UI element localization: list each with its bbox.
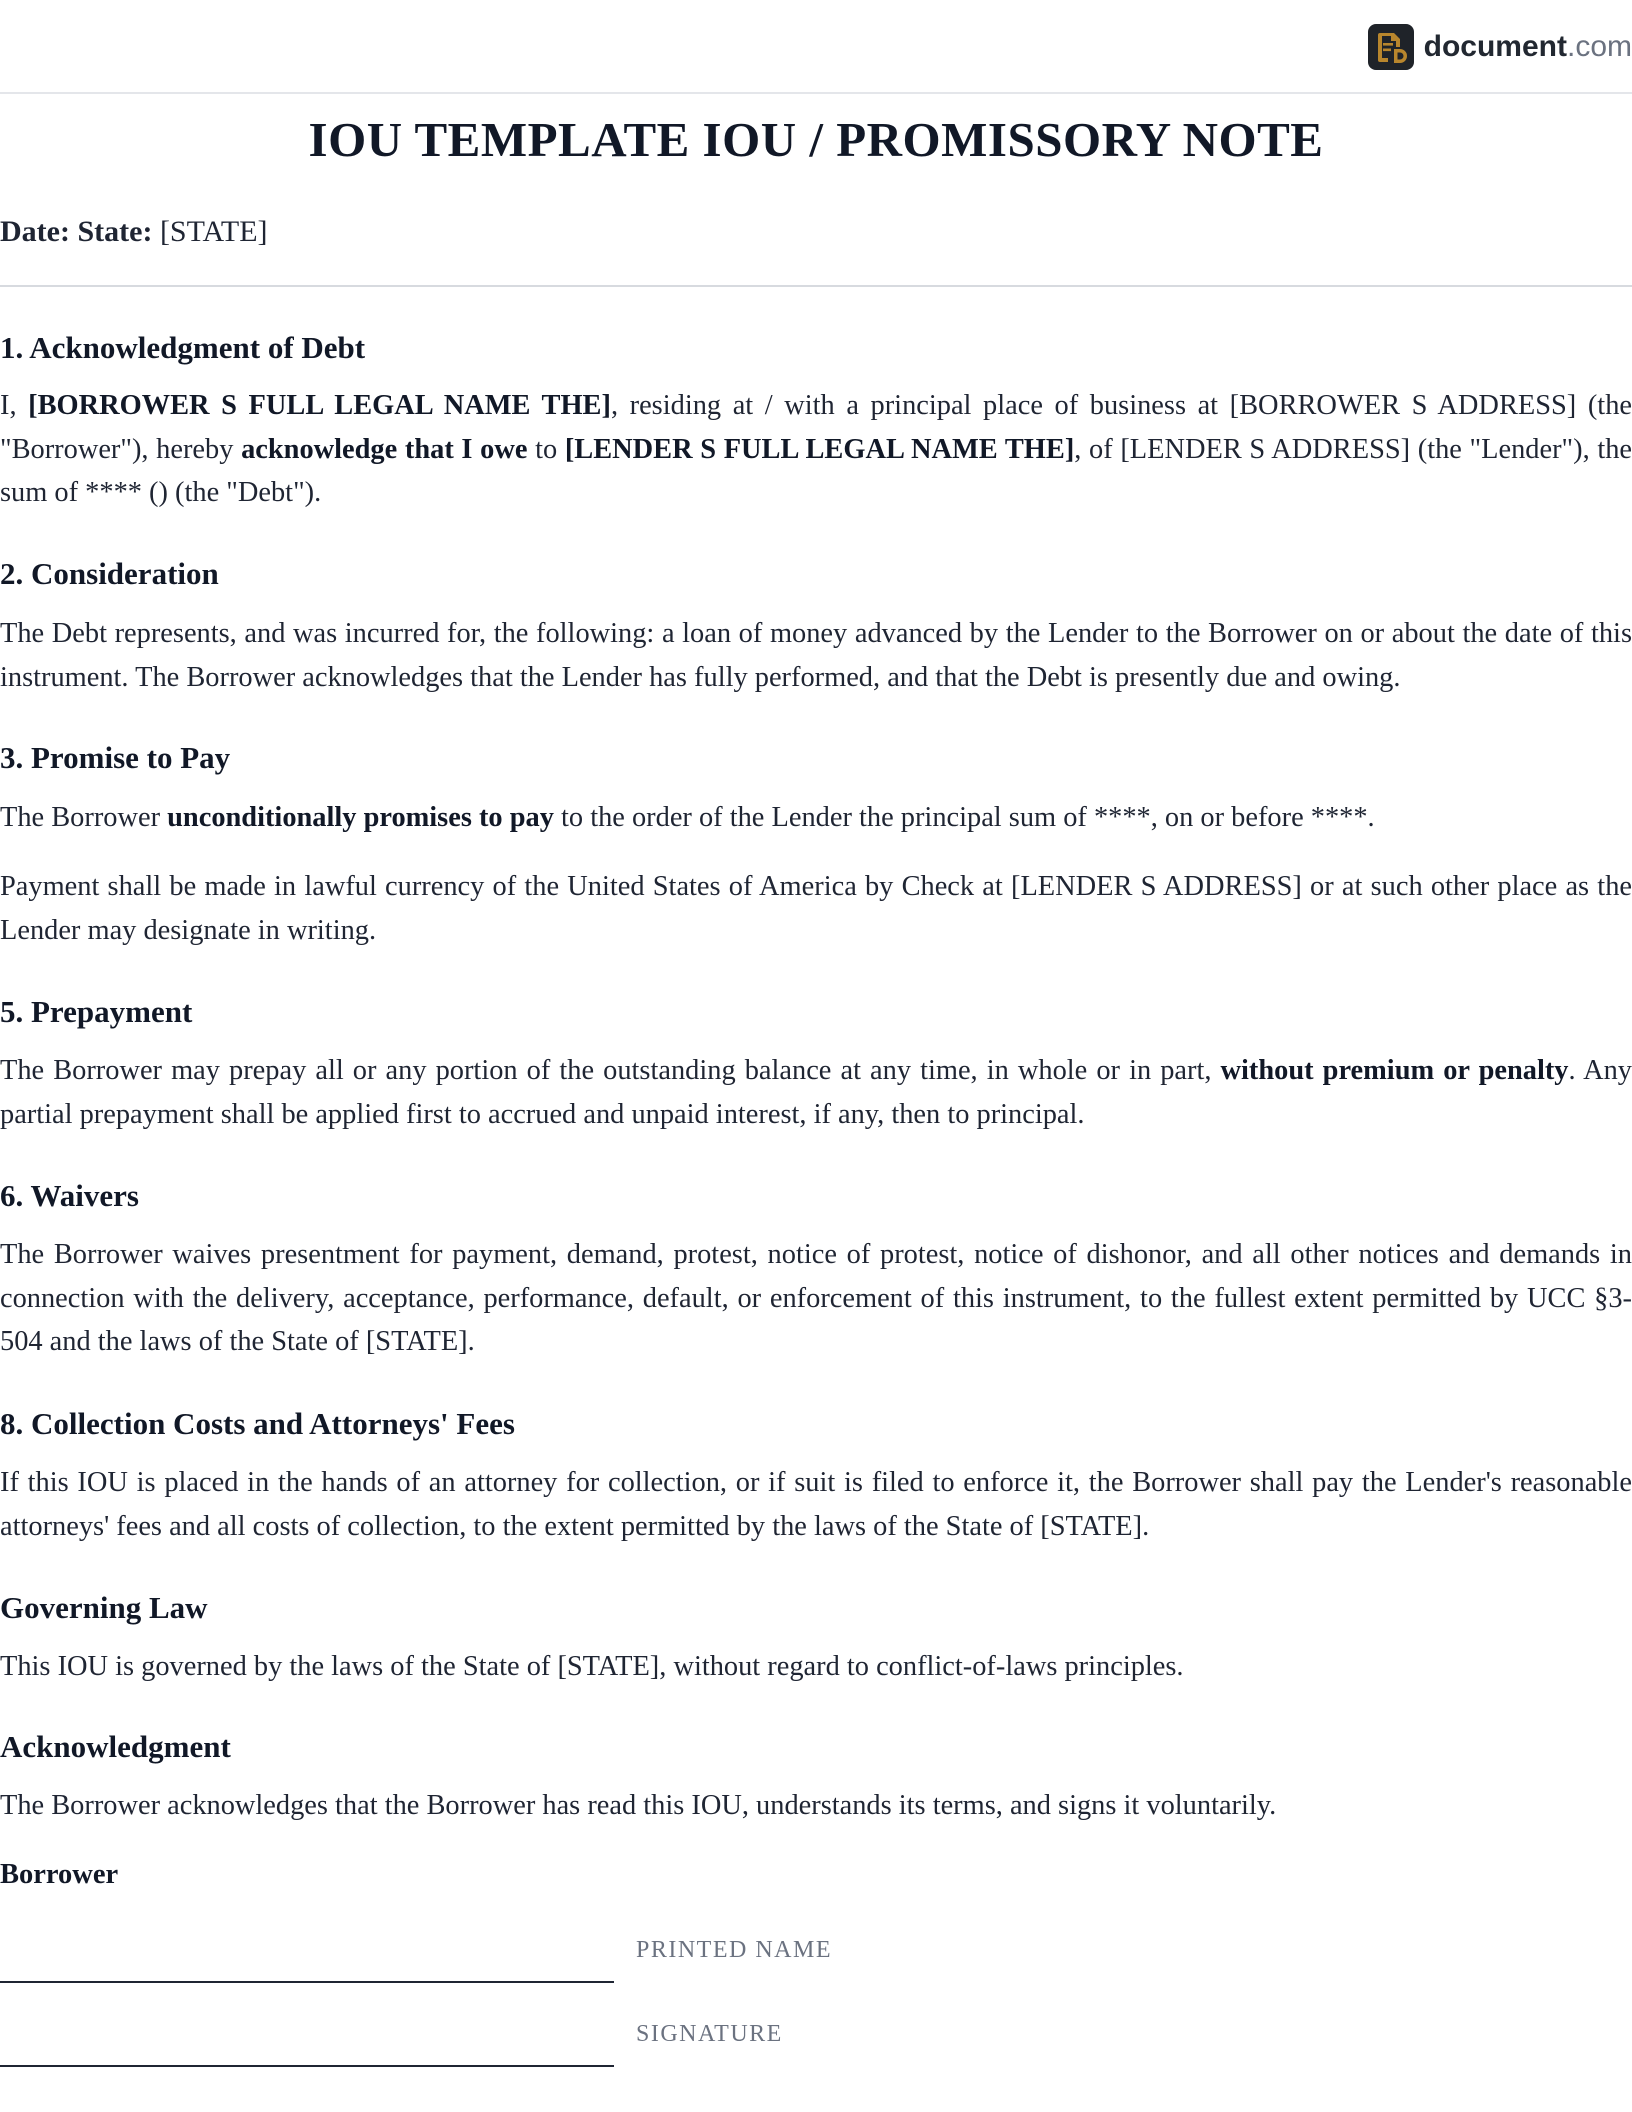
borrower-name: [BORROWER S FULL LEGAL NAME THE]	[28, 390, 611, 421]
acknowledgment-phrase: acknowledge that I owe	[241, 433, 528, 465]
page-title: IOU TEMPLATE IOU / PROMISSORY NOTE	[308, 112, 1324, 167]
signature-party-label: Borrower	[0, 1859, 119, 1890]
section-text-governing-law: This IOU is governed by the laws of the State of [STATE], without regard to conflict-of-laws principles.	[0, 1651, 1184, 1682]
text-run: , residing at / with a principal place of business at [BORROWER S ADDRESS] (the "Borrower"), hereby	[0, 390, 1632, 465]
section-text-payment-terms: Payment shall be made in lawful currency of the United States of America by Check at [LENDER S ADDRESS] or at such other place as the Lender may designate in writing.	[0, 871, 1632, 946]
lender-name: [LENDER S FULL LEGAL NAME THE]	[564, 433, 1075, 465]
text-run: . Any partial prepayment shall be applied first to accrued and unpaid interest, if any, then to principal.	[0, 1055, 1632, 1130]
brand-wordmark	[1424, 24, 1632, 70]
section-heading-acknowledgment-of-debt: 1. Acknowledgment of Debt	[0, 330, 366, 365]
text-run: I,	[0, 390, 29, 421]
date-state-label: Date: State:	[0, 215, 153, 248]
section-heading-consideration: 2. Consideration	[0, 556, 219, 591]
section-text-promise-to-pay	[0, 796, 1632, 840]
section-text-collection-costs: If this IOU is placed in the hands of an attorney for collection, or if suit is filed to enforce it, the Borrower shall pay the Lender's reasonable attorneys' fees and all costs of collection, to the extent permitted by the laws of the State of [STATE].	[0, 1467, 1632, 1542]
section-text-consideration: The Debt represents, and was incurred for, the following: a loan of money advanced by the Lender to the Borrower on or about the date of this instrument. The Borrower acknowledges that the Lender has fully performed, and that the Debt is presently due and owing.	[0, 618, 1632, 693]
document-logo-icon	[1368, 24, 1414, 70]
printed-name-caption: PRINTED NAME	[636, 1937, 832, 1963]
text-run: The Borrower may prepay all or any portion of the outstanding balance at any time, in whole or in part,	[0, 1055, 1221, 1086]
state-value: [STATE]	[159, 215, 268, 248]
signature-caption: SIGNATURE	[636, 2021, 783, 2047]
section-text-acknowledgment-of-debt	[0, 384, 1632, 515]
divider	[0, 285, 1632, 287]
signature-line[interactable]	[0, 2065, 614, 2067]
printed-name-line[interactable]	[0, 1981, 614, 1983]
brand-logo[interactable]	[1368, 24, 1632, 70]
section-text-prepayment	[0, 1049, 1632, 1136]
brand-name: document	[1423, 30, 1567, 63]
page-header	[0, 0, 1632, 94]
section-text-acknowledgment: The Borrower acknowledges that the Borrower has read this IOU, understands its terms, and signs it voluntarily.	[0, 1790, 1277, 1821]
text-run: , of [LENDER S ADDRESS] (the "Lender"), the sum of **** () (the "Debt").	[0, 433, 1632, 508]
promise-phrase: unconditionally promises to pay	[167, 802, 554, 833]
brand-tld: .com	[1566, 30, 1632, 63]
section-heading-waivers: 6. Waivers	[0, 1178, 139, 1213]
no-penalty-phrase: without premium or penalty	[1220, 1055, 1569, 1086]
text-run: The Borrower	[0, 802, 168, 833]
text-run: to	[527, 433, 565, 465]
section-heading-promise-to-pay: 3. Promise to Pay	[0, 740, 231, 775]
section-heading-governing-law: Governing Law	[0, 1590, 208, 1625]
section-text-waivers: The Borrower waives presentment for payment, demand, protest, notice of protest, notice of dishonor, and all other notices and demands in connection with the delivery, acceptance, performance, default, or enforcement of this instrument, to the fullest extent permitted by UCC §3-504 and the laws of the State of [STATE].	[0, 1239, 1632, 1357]
date-state-line	[0, 212, 268, 252]
signature-field[interactable]	[0, 2017, 1000, 2067]
text-run: to the order of the Lender the principal sum of ****, on or before ****.	[553, 802, 1375, 833]
section-heading-prepayment: 5. Prepayment	[0, 994, 193, 1029]
printed-name-field[interactable]	[0, 1933, 1000, 1983]
section-heading-collection-costs: 8. Collection Costs and Attorneys' Fees	[0, 1406, 515, 1441]
section-heading-acknowledgment: Acknowledgment	[0, 1729, 231, 1764]
